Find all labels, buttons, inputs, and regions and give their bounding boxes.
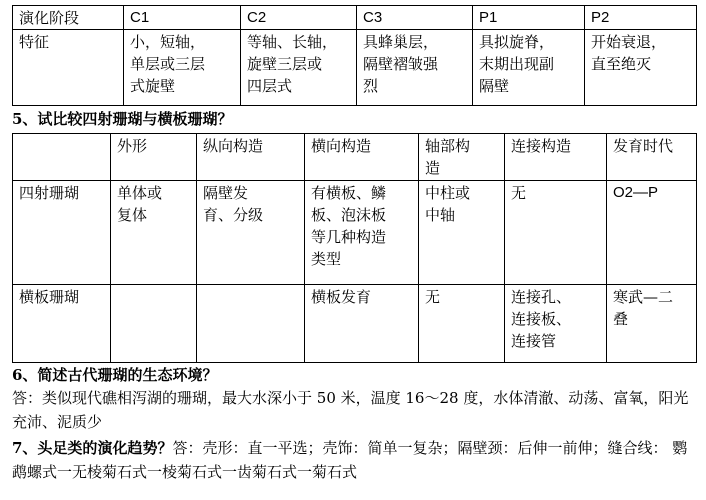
question-7-heading: 7、头足类的演化趋势？ [12, 439, 173, 457]
table-header-cell: C3 [357, 6, 473, 30]
question-6-heading: 6、简述古代珊瑚的生态环境？ [12, 366, 218, 384]
table-cell: 具拟旋脊， 末期出现副 隔壁 [473, 30, 585, 106]
row-label: 横板珊瑚 [13, 285, 111, 363]
question-5-heading: 5、试比较四射珊瑚与横板珊瑚？ [12, 110, 233, 128]
row-label: 四射珊瑚 [13, 181, 111, 285]
table-cell: 连接孔、 连接板、 连接管 [505, 285, 607, 363]
table-header-cell: 发育时代 [607, 134, 697, 181]
table-cell: 无 [505, 181, 607, 285]
table-row [13, 30, 697, 106]
table-header-cell: 演化阶段 [13, 6, 124, 30]
table-cell: 有横板、鳞 板、泡沫板 等几种构造 类型 [305, 181, 419, 285]
table-cell: 开始衰退， 直至绝灭 [585, 30, 697, 106]
table-header-cell: 轴部构 造 [419, 134, 505, 181]
table-cell: 单体或 复体 [111, 181, 197, 285]
question-6-answer: 答：类似现代礁相泻湖的珊瑚，最大水深小于 50 米，温度 16～28 度，水体清澈、动荡、富氧，阳光充沛、泥质少 [12, 389, 689, 431]
table-header-cell: 纵向构造 [197, 134, 305, 181]
table-cell: 隔壁发 育、分级 [197, 181, 305, 285]
question-7-answer: 答：壳形：直一平选；壳饰：简单一复杂；隔壁颈：后伸一前伸；缝合线： 鹦鹉螺式一无棱菊石式一棱菊石式一齿菊石式一菊石式 [12, 439, 688, 481]
table-header-cell: 横向构造 [305, 134, 419, 181]
table-cell [111, 285, 197, 363]
table-cell: 具蜂巢层， 隔壁褶皱强 烈 [357, 30, 473, 106]
table-header-cell: 外形 [111, 134, 197, 181]
table-cell: 横板发育 [305, 285, 419, 363]
question-7-block [12, 436, 696, 484]
table-header-cell: P2 [585, 6, 697, 30]
table-cell [197, 285, 305, 363]
table-header-cell: 连接构造 [505, 134, 607, 181]
table-row [13, 285, 697, 363]
table-header-row [13, 6, 697, 30]
table-header-cell: C2 [241, 6, 357, 30]
table-header-row [13, 134, 697, 181]
row-label: 特征 [13, 30, 124, 106]
coral-comparison-table [12, 133, 697, 363]
table-cell: 无 [419, 285, 505, 363]
table-cell: 寒武—二 叠 [607, 285, 697, 363]
table-header-cell [13, 134, 111, 181]
table-cell: O2—P [607, 181, 697, 285]
table-cell: 中柱或 中轴 [419, 181, 505, 285]
evolution-stage-table [12, 5, 697, 106]
table-header-cell: P1 [473, 6, 585, 30]
table-header-cell: C1 [124, 6, 241, 30]
table-cell: 等轴、长轴， 旋壁三层或 四层式 [241, 30, 357, 106]
table-row [13, 181, 697, 285]
table-cell: 小，短轴， 单层或三层 式旋壁 [124, 30, 241, 106]
